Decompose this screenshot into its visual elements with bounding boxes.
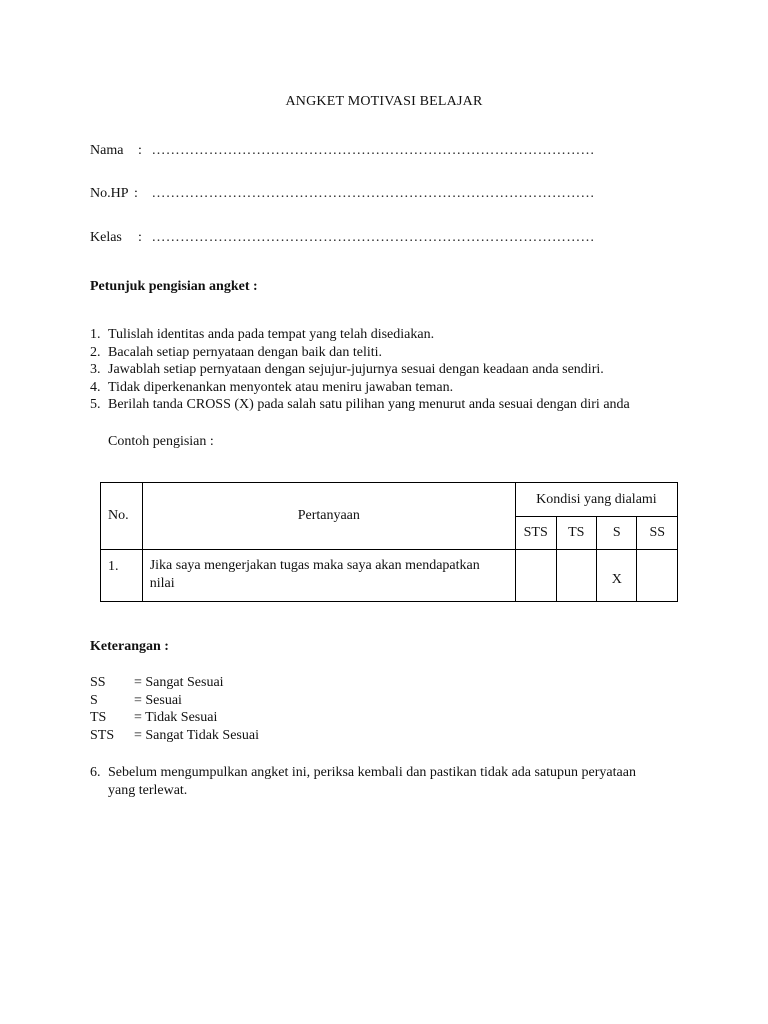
- phone-field: [90, 186, 595, 202]
- table-header-ts: TS: [556, 517, 597, 550]
- name-blank-line[interactable]: …………………………………………………………………………………: [151, 143, 595, 158]
- table-cell-ts[interactable]: [556, 550, 597, 602]
- document-title: ANGKET MOTIVASI BELAJAR: [285, 94, 483, 109]
- instruction-item: [90, 344, 710, 362]
- legend-value: = Sangat Sesuai: [134, 675, 224, 690]
- legend-item: [90, 727, 259, 745]
- instruction-number: 2.: [90, 344, 101, 360]
- instruction-item: [90, 379, 710, 397]
- phone-blank-line[interactable]: …………………………………………………………………………………: [151, 186, 595, 201]
- legend-value: = Sangat Tidak Sesuai: [134, 727, 259, 743]
- example-table: [100, 482, 678, 602]
- instructions-list: [90, 326, 710, 414]
- class-label: Kelas: [90, 230, 122, 245]
- class-blank-line[interactable]: …………………………………………………………………………………: [151, 230, 595, 245]
- instruction-item: [90, 396, 710, 414]
- legend-heading: Keterangan :: [90, 639, 169, 654]
- instruction-number: 1.: [90, 327, 101, 342]
- final-instruction-number: 6.: [90, 765, 101, 780]
- instruction-text: Tidak diperkenankan menyontek atau meniru jawaban teman.: [108, 379, 454, 395]
- table-header-question: Pertanyaan: [142, 483, 515, 550]
- name-field: [90, 143, 595, 159]
- instruction-text: Bacalah setiap pernyataan dengan baik dan teliti.: [108, 344, 383, 360]
- table-cell-sts[interactable]: [515, 550, 556, 602]
- legend-key: TS: [90, 710, 107, 725]
- class-colon: :: [138, 230, 142, 245]
- legend-value: = Sesuai: [134, 692, 182, 708]
- final-instruction-line2: yang terlewat.: [108, 782, 188, 798]
- table-header-sts: STS: [515, 517, 556, 550]
- table-cell-question: Jika saya mengerjakan tugas maka saya akan mendapatkan nilai: [142, 550, 515, 602]
- instructions-heading: Petunjuk pengisian angket :: [90, 279, 258, 294]
- table-header-s: S: [597, 517, 637, 550]
- name-label: Nama: [90, 143, 124, 158]
- table-header-condition: Kondisi yang dialami: [515, 483, 677, 517]
- legend-key: STS: [90, 727, 115, 743]
- table-header-ss: SS: [637, 517, 678, 550]
- phone-label: No.HP: [90, 186, 129, 201]
- instruction-text: Tulislah identitas anda pada tempat yang telah disediakan.: [108, 327, 435, 342]
- class-field: [90, 230, 595, 246]
- table-row: [101, 550, 678, 602]
- instruction-item: [90, 326, 710, 344]
- table-cell-ss[interactable]: [637, 550, 678, 602]
- instruction-number: 3.: [90, 362, 101, 377]
- legend-item: [90, 674, 224, 692]
- legend-item: [90, 692, 182, 710]
- legend-key: SS: [90, 675, 106, 690]
- final-instruction-line1: Sebelum mengumpulkan angket ini, periksa kembali dan pastikan tidak ada satupun peryataan: [108, 765, 636, 780]
- instruction-text: Jawablah setiap pernyataan dengan sejujur-jujurnya sesuai dengan keadaan anda sendiri.: [108, 362, 604, 377]
- legend-value: = Tidak Sesuai: [134, 710, 218, 725]
- legend-item: [90, 709, 217, 727]
- phone-colon: :: [134, 186, 138, 201]
- table-cell-no: 1.: [101, 550, 143, 602]
- instruction-number: 5.: [90, 397, 101, 412]
- legend-key: S: [90, 692, 98, 708]
- instruction-item: [90, 361, 710, 379]
- name-colon: :: [138, 143, 142, 158]
- final-instruction: [90, 764, 690, 799]
- instruction-number: 4.: [90, 379, 101, 395]
- instruction-text: Berilah tanda CROSS (X) pada salah satu pilihan yang menurut anda sesuai dengan diri anda: [108, 397, 630, 412]
- example-label: Contoh pengisian :: [108, 434, 214, 449]
- table-header-no: No.: [101, 483, 143, 550]
- table-cell-s[interactable]: X: [597, 550, 637, 602]
